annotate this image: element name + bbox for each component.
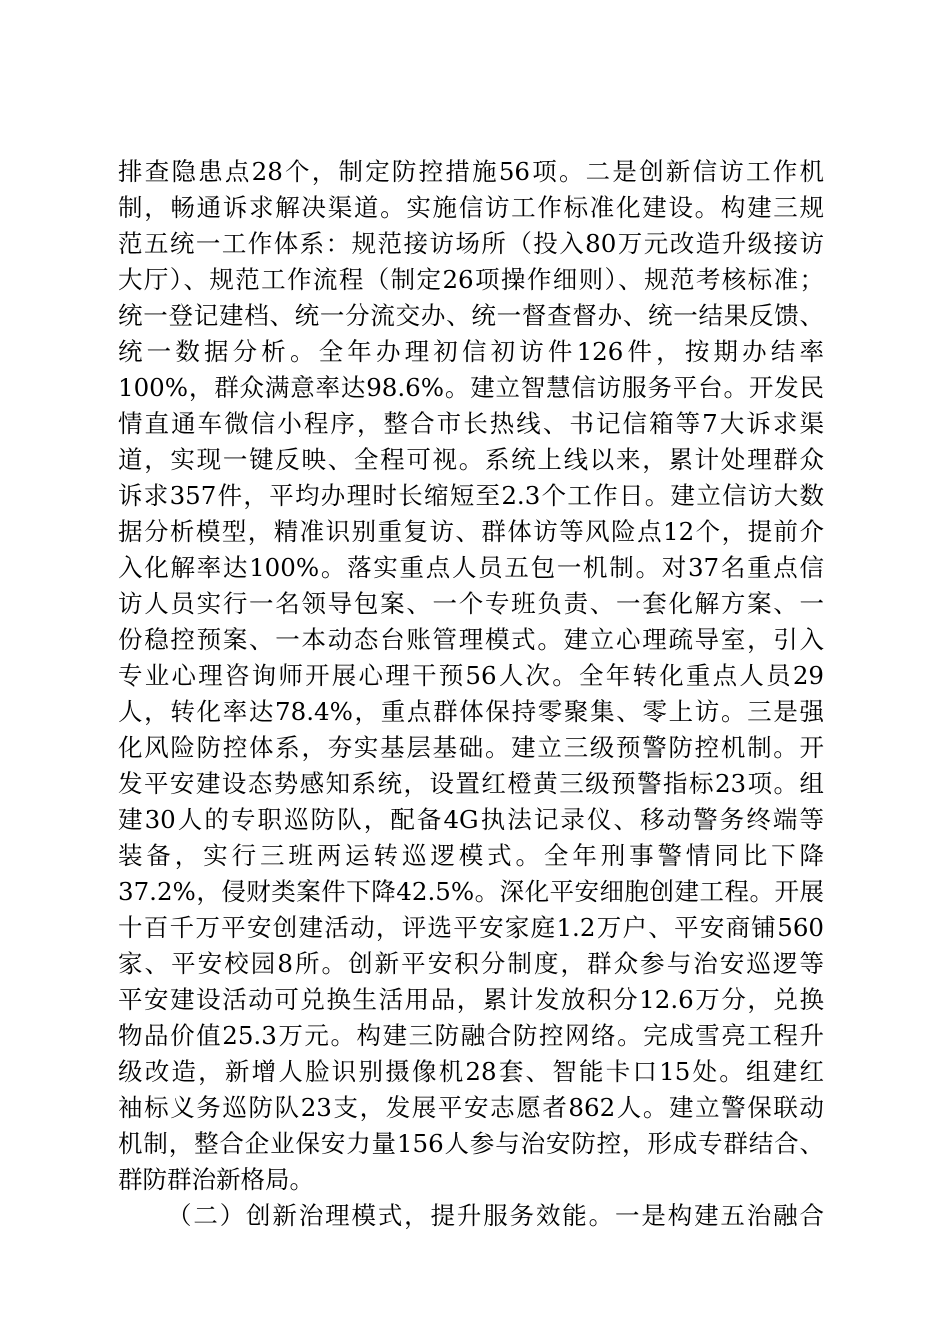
text-line: 家、平安校园8所。创新平安积分制度，群众参与治安巡逻等 — [118, 949, 824, 978]
text-line: 37.2%，侵财类案件下降42.5%。深化平安细胞创建工程。开展 — [118, 877, 824, 906]
text-line: 情直通车微信小程序，整合市长热线、书记信箱等7大诉求渠 — [118, 409, 824, 438]
text-line: 十百千万平安创建活动，评选平安家庭1.2万户、平安商铺560 — [118, 913, 824, 942]
text-line: 化风险防控体系，夯实基层基础。建立三级预警防控机制。开 — [118, 733, 824, 762]
text-line: 份稳控预案、一本动态台账管理模式。建立心理疏导室，引入 — [118, 625, 824, 654]
text-line: 袖标义务巡防队23支，发展平安志愿者862人。建立警保联动 — [118, 1093, 824, 1122]
text-line: 专业心理咨询师开展心理干预56人次。全年转化重点人员29 — [118, 661, 824, 690]
text-line: 建30人的专职巡防队，配备4G执法记录仪、移动警务终端等 — [118, 805, 824, 834]
text-line: 物品价值25.3万元。构建三防融合防控网络。完成雪亮工程升 — [118, 1021, 824, 1050]
text-line: 访人员实行一名领导包案、一个专班负责、一套化解方案、一 — [118, 589, 824, 618]
text-line: 群防群治新格局。 — [118, 1165, 314, 1194]
text-line: 范五统一工作体系：规范接访场所（投入80万元改造升级接访 — [118, 229, 824, 258]
text-line: 排查隐患点28个，制定防控措施56项。二是创新信访工作机 — [118, 157, 824, 186]
text-line: 制，畅通诉求解决渠道。实施信访工作标准化建设。构建三规 — [118, 193, 824, 222]
text-line: 人，转化率达78.4%，重点群体保持零聚集、零上访。三是强 — [118, 697, 824, 726]
text-line: 据分析模型，精准识别重复访、群体访等风险点12个，提前介 — [118, 517, 824, 546]
text-line: 诉求357件，平均办理时长缩短至2.3个工作日。建立信访大数 — [118, 481, 824, 510]
text-line: 道，实现一键反映、全程可视。系统上线以来，累计处理群众 — [118, 445, 824, 474]
text-line: 统一数据分析。全年办理初信初访件126件，按期办结率 — [118, 337, 824, 366]
text-line: 100%，群众满意率达98.6%。建立智慧信访服务平台。开发民 — [118, 373, 824, 402]
text-line: 装备，实行三班两运转巡逻模式。全年刑事警情同比下降 — [118, 841, 824, 870]
text-line: 级改造，新增人脸识别摄像机28套、智能卡口15处。组建红 — [118, 1057, 824, 1086]
text-line: 大厅）、规范工作流程（制定26项操作细则）、规范考核标准； — [118, 265, 824, 294]
text-line: 统一登记建档、统一分流交办、统一督查督办、统一结果反馈、 — [118, 301, 824, 330]
text-line: 平安建设活动可兑换生活用品，累计发放积分12.6万分，兑换 — [118, 985, 824, 1014]
text-line: 入化解率达100%。落实重点人员五包一机制。对37名重点信 — [118, 553, 824, 582]
text-line: 发平安建设态势感知系统，设置红橙黄三级预警指标23项。组 — [118, 769, 824, 798]
section-heading-line: （二）创新治理模式，提升服务效能。一是构建五治融合 — [167, 1201, 824, 1230]
text-line: 机制，整合企业保安力量156人参与治安防控，形成专群结合、 — [118, 1129, 824, 1158]
